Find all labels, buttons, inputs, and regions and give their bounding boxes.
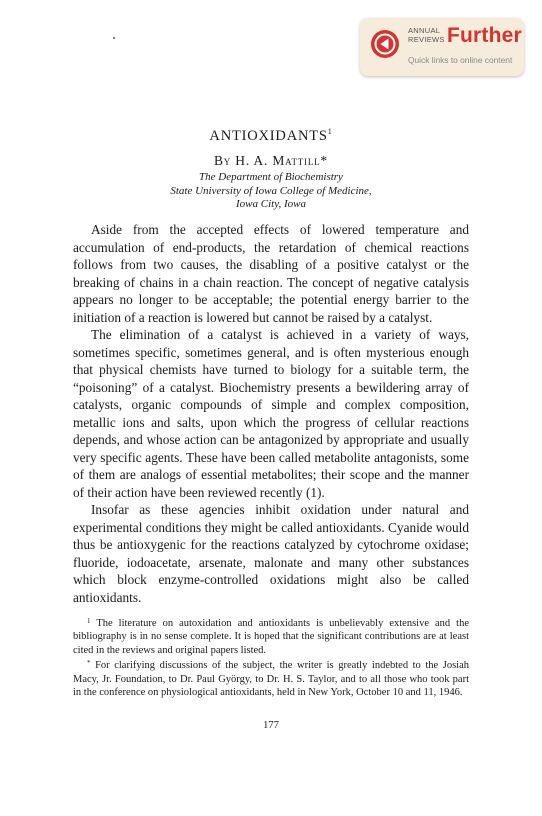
article-author: By H. A. Mattill* [214,153,328,168]
footnotes [73,615,469,699]
body-paragraph: Aside from the accepted effects of lowered temperature and accumulation of end-products, the retardation of chemical reactions follows from two causes, the disabling of a positive catalyst or the breaking of chains in a chain reaction. The concept of negative catalysis appears no longer to be acceptable; the potential energy barrier to the initiation of a reaction is lowered but cannot be raised by a catalyst. [73,222,469,325]
title-footnote-mark: 1 [327,127,333,136]
author-affiliation [0,171,542,212]
annual-reviews-wordmark: ANNUAL REVIEWS [408,26,445,44]
badge-tagline: Quick links to online content [408,55,513,65]
article-body [73,221,469,606]
page-number: 177 [263,720,279,731]
body-paragraph: The elimination of a catalyst is achieved in a variety of ways, sometimes specific, sometimes general, and is often mysterious enough that physical chemists have turned to biology for a suitable term, the “poisoning” of a catalyst. Biochemistry presents a bewildering array of catalysts, organic compounds of simple and complex composition, metallic ions and salts, upon which the progress of cellular reactions depends, and whose action can be antagonized by appropriate and usually very specific agents. These have been called metabolite antagonists, some of them are analogs of essential metabolites; their scope and the manner of their action have been reviewed recently (1). [73,327,469,500]
annual-reviews-further-badge[interactable] [360,18,524,76]
affiliation-line: Iowa City, Iowa [236,198,306,210]
stray-dot [113,37,115,39]
article-title: ANTIOXIDANTS$^1$ [209,127,333,144]
body-paragraph: Insofar as these agencies inhibit oxidation under natural and experimental conditions they might be called antioxidants. Cyanide would thus be antioxygenic for the reactions catalyzed by cytochrome oxidase; fluoride, iodoacetate, arsenate, malonate and many other substances which block enzyme-controlled oxidations might also be called antioxidants. [73,502,469,605]
footnote: * For clarifying discussions of the subject, the writer is greatly indebted to the Josiah Macy, Jr. Foundation, to Dr. Paul György, to Dr. H. S. Taylor, and to all those who took part in the conference on physiological antioxidants, held in New York, October 10 and 11, 1946. [73,659,469,699]
footnote-mark: 1 [87,617,91,625]
annual-reviews-logo-icon [370,29,400,59]
further-label[interactable]: Further [447,24,522,47]
footnote: $^1$ The literature on autoxidation and antioxidants is unbelievably extensive and the bibliography is in no sense complete. It is hoped that the significant contributions are at least cited in the reviews and original papers listed. [73,617,469,656]
affiliation-line: State University of Iowa College of Medicine, [170,184,372,197]
footnote-mark: * [87,659,91,668]
affiliation-line: The Department of Biochemistry [199,171,343,183]
